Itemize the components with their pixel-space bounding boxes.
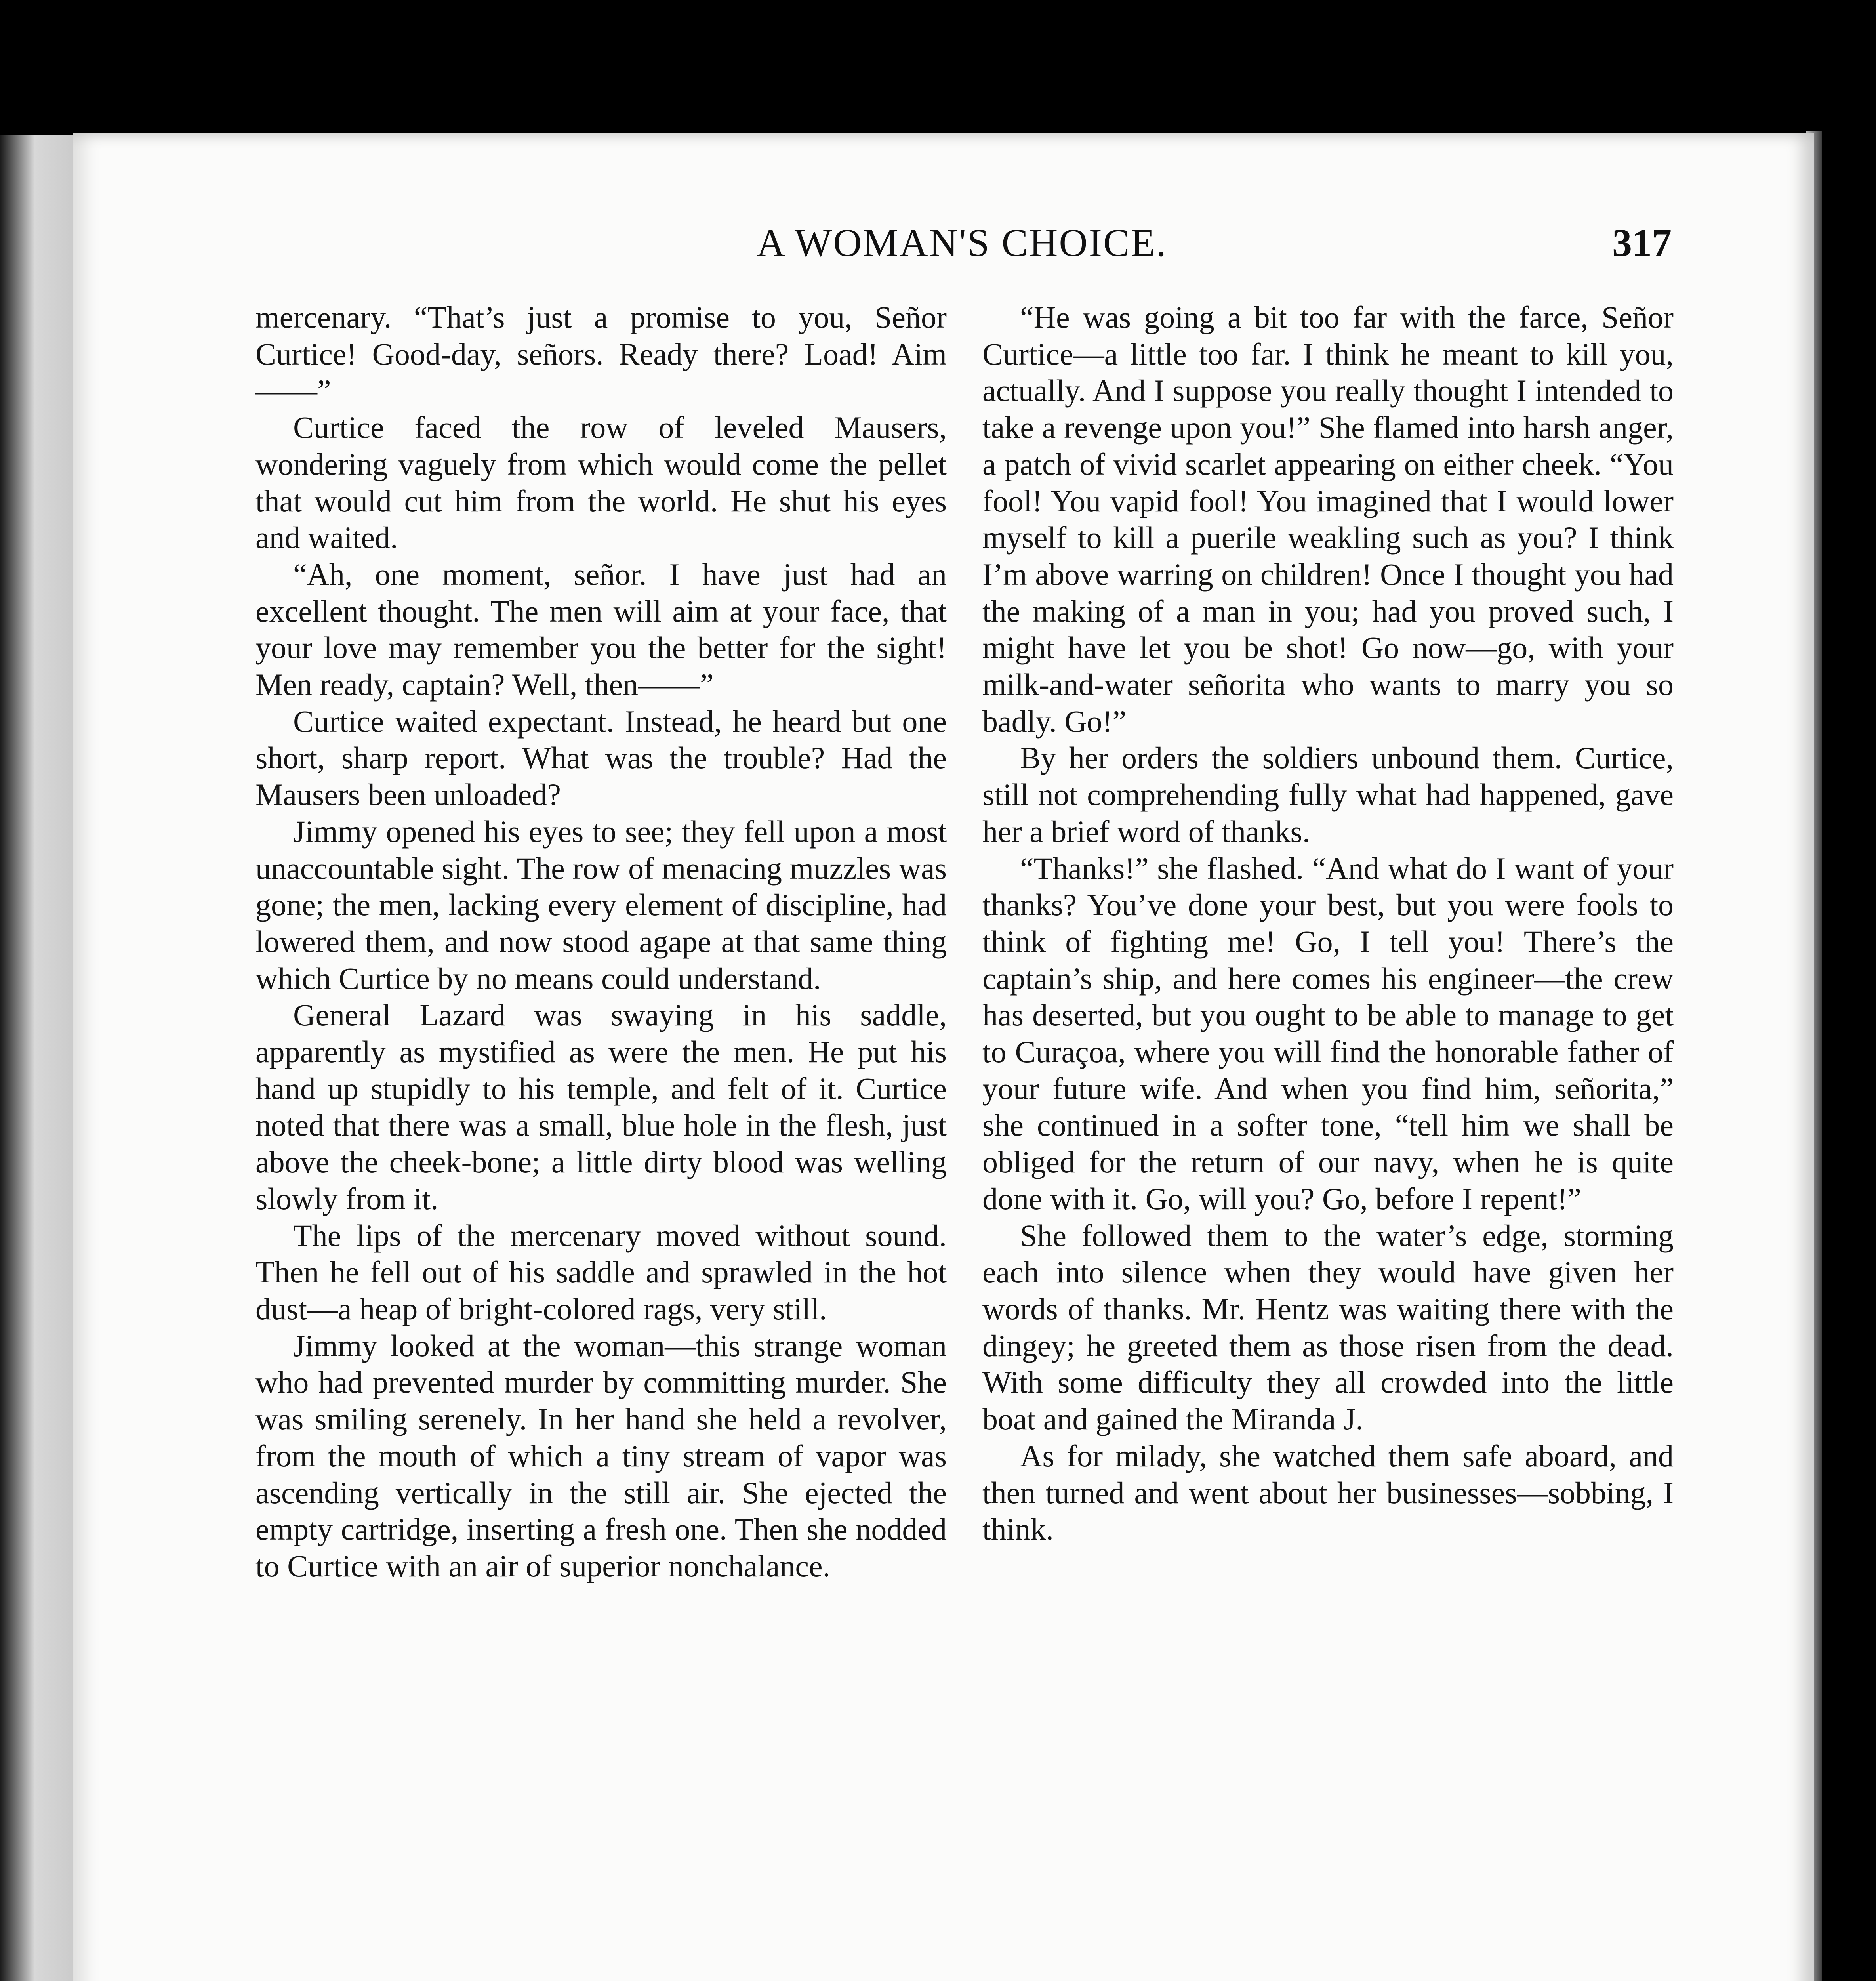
story-paragraph: As for milady, she watched them safe aboard, and then turned and went about her businesses—sobbing, I think. — [982, 1438, 1674, 1547]
page-header — [73, 220, 1814, 275]
story-column-right — [982, 299, 1674, 1548]
story-paragraph: She followed them to the water’s edge, storming each into silence when they would have given her words of thanks. Mr. Hentz was waiting there with the dingey; he greeted them as those risen from the dead. With some difficulty they all crowded into the little boat and gained the Miranda J. — [982, 1218, 1674, 1437]
story-paragraph: “He was going a bit too far with the farce, Señor Curtice—a little too far. I think he meant to kill you, actually. And I suppose you really thought I intended to take a revenge upon you!” She flamed into harsh anger, a patch of vivid scarlet appearing on either cheek. “You fool! You vapid fool! You imagined that I would lower myself to kill a puerile weakling such as you? I think I’m above warring on children! Once I thought you had the making of a man in you; had you proved such, I might have let you be shot! Go now—go, with your milk-and-water señorita who wants to marry you so badly. Go!” — [982, 300, 1674, 739]
story-paragraph: General Lazard was swaying in his saddle, apparently as mystified as were the men. He put his hand up stupidly to his temple, and felt of it. Curtice noted that there was a small, blue hole in the flesh, just above the cheek-bone; a little dirty blood was welling slowly from it. — [255, 998, 947, 1216]
running-title: A WOMAN'S CHOICE. — [757, 221, 1167, 265]
story-paragraph: mercenary. “That’s just a promise to you, Señor Curtice! Good-day, señors. Ready there? Load! Aim——” — [255, 300, 947, 408]
story-paragraph: “Thanks!” she flashed. “And what do I want of your thanks? You’ve done your best, but you were fools to think of fighting me! Go, I tell you! There’s the captain’s ship, and here comes his engineer—the crew has deserted, but you ought to be able to manage to get to Curaçoa, where you will find the honorable father of your future wife. And when you find him, señorita,” she continued in a softer tone, “tell him we shall be obliged for the return of our navy, when he is quite done with it. Go, will you? Go, before I repent!” — [982, 851, 1674, 1216]
book-page — [73, 133, 1814, 1981]
story-paragraph: Jimmy opened his eyes to see; they fell upon a most unaccountable sight. The row of menacing muzzles was gone; the men, lacking every element of discipline, had lowered them, and now stood agape at that same thing which Curtice by no means could understand. — [255, 814, 947, 996]
page-number: 317 — [1612, 221, 1672, 265]
story-column-left — [255, 299, 947, 1585]
story-paragraph: Curtice faced the row of leveled Mausers, wondering vaguely from which would come the pellet that would cut him from the world. He shut his eyes and waited. — [255, 410, 947, 555]
story-paragraph: Jimmy looked at the woman—this strange woman who had prevented murder by committing murder. She was smiling serenely. In her hand she held a revolver, from the mouth of which a tiny stream of vapor was ascending vertically in the still air. She ejected the empty cartridge, inserting a fresh one. Then she nodded to Curtice with an air of superior nonchalance. — [255, 1328, 947, 1583]
story-paragraph: “Ah, one moment, señor. I have just had an excellent thought. The men will aim at your face, that your love may remember you the better for the sight! Men ready, captain? Well, then——” — [255, 557, 947, 702]
story-paragraph: The lips of the mercenary moved without sound. Then he fell out of his saddle and sprawled in the hot dust—a heap of bright-colored rags, very still. — [255, 1218, 947, 1326]
story-paragraph: By her orders the soldiers unbound them. Curtice, still not comprehending fully what had happened, gave her a brief word of thanks. — [982, 740, 1674, 849]
story-paragraph: Curtice waited expectant. Instead, he heard but one short, sharp report. What was the trouble? Had the Mausers been unloaded? — [255, 704, 947, 812]
